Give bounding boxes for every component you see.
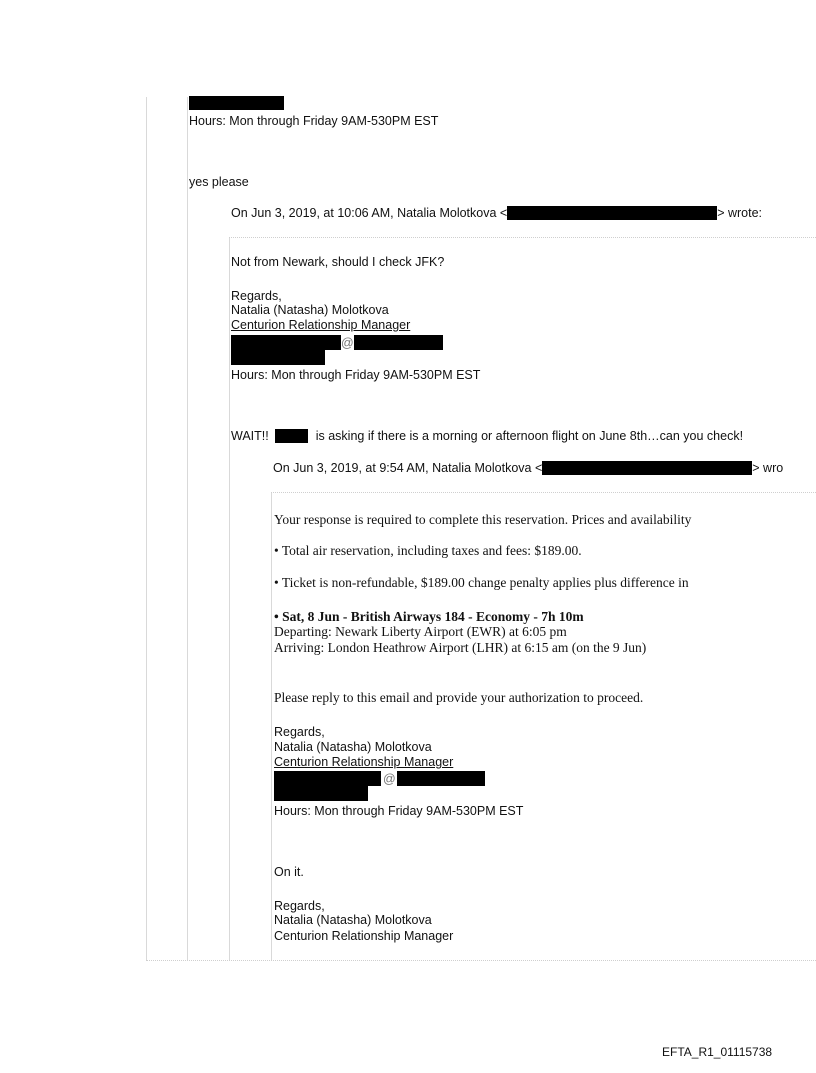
quote2-signature-name: Natalia (Natasha) Molotkova xyxy=(274,740,432,754)
document-id: EFTA_R1_01115738 xyxy=(662,1045,773,1059)
response-required-text: Your response is required to complete this reservation. Prices and availability xyxy=(274,512,692,527)
quote1-regards: Regards, xyxy=(231,289,282,303)
quote1-header xyxy=(231,206,762,220)
arriving-text: Arriving: London Heathrow Airport (LHR) at 6:15 am (on the 9 Jun) xyxy=(274,640,647,655)
quote-border-level-1 xyxy=(187,97,188,960)
quote2-signature-name-2: Natalia (Natasha) Molotkova xyxy=(274,913,432,927)
redaction-block xyxy=(189,96,284,110)
on-it-text: On it. xyxy=(274,865,304,879)
please-reply-text: Please reply to this email and provide your authorization to proceed. xyxy=(274,690,644,705)
reply-text: yes please xyxy=(189,175,249,189)
redaction-block xyxy=(274,771,381,786)
quote1-wait-line xyxy=(231,429,743,443)
quote2-hours: Hours: Mon through Friday 9AM-530PM EST xyxy=(274,804,524,818)
wait-prefix: WAIT!! xyxy=(231,429,269,443)
quote2-signature-title-2: Centurion Relationship Manager xyxy=(274,929,454,943)
quote2-at-sign: @ xyxy=(383,772,396,786)
quote2-regards: Regards, xyxy=(274,725,325,739)
quote1-header-prefix: On Jun 3, 2019, at 10:06 AM, Natalia Molotkova < xyxy=(231,206,508,220)
quote2-header-prefix: On Jun 3, 2019, at 9:54 AM, Natalia Molotkova < xyxy=(273,461,543,475)
quote-border-level-3 xyxy=(271,492,272,960)
bullet-ticket: • Ticket is non-refundable, $189.00 change penalty applies plus difference in xyxy=(274,575,689,590)
quote1-hours: Hours: Mon through Friday 9AM-530PM EST xyxy=(231,368,481,382)
redaction-block xyxy=(542,461,752,475)
wait-suffix: is asking if there is a morning or afternoon flight on June 8th…can you check! xyxy=(315,429,744,443)
quote1-header-suffix: > wrote: xyxy=(717,206,763,220)
redaction-block xyxy=(231,350,325,365)
quote1-signature-name: Natalia (Natasha) Molotkova xyxy=(231,303,389,317)
quote-bottom-border xyxy=(146,960,816,961)
redaction-block xyxy=(507,206,717,220)
departing-text: Departing: Newark Liberty Airport (EWR) at 6:05 pm xyxy=(274,624,567,639)
redaction-block xyxy=(275,429,308,443)
quote2-signature-title: Centurion Relationship Manager xyxy=(274,755,454,769)
quote1-top-border xyxy=(229,237,816,238)
redaction-block xyxy=(397,771,485,786)
flight-title: • Sat, 8 Jun - British Airways 184 - Economy - 7h 10m xyxy=(274,609,584,624)
bullet-total: • Total air reservation, including taxes and fees: $189.00. xyxy=(274,543,582,558)
quote1-signature-title: Centurion Relationship Manager xyxy=(231,318,411,332)
quote1-at-sign: @ xyxy=(341,336,354,350)
quote-border-level-2 xyxy=(229,237,230,960)
redaction-block xyxy=(354,335,443,350)
quote1-message: Not from Newark, should I check JFK? xyxy=(231,255,445,269)
redaction-block xyxy=(231,335,341,350)
outer-quote-border xyxy=(146,97,147,960)
quote2-header xyxy=(273,461,783,475)
hours-text: Hours: Mon through Friday 9AM-530PM EST xyxy=(189,114,439,128)
quote2-regards-2: Regards, xyxy=(274,899,325,913)
quote2-top-border xyxy=(271,492,816,493)
redaction-block xyxy=(274,786,368,801)
quote2-header-suffix: > wro xyxy=(752,461,784,475)
